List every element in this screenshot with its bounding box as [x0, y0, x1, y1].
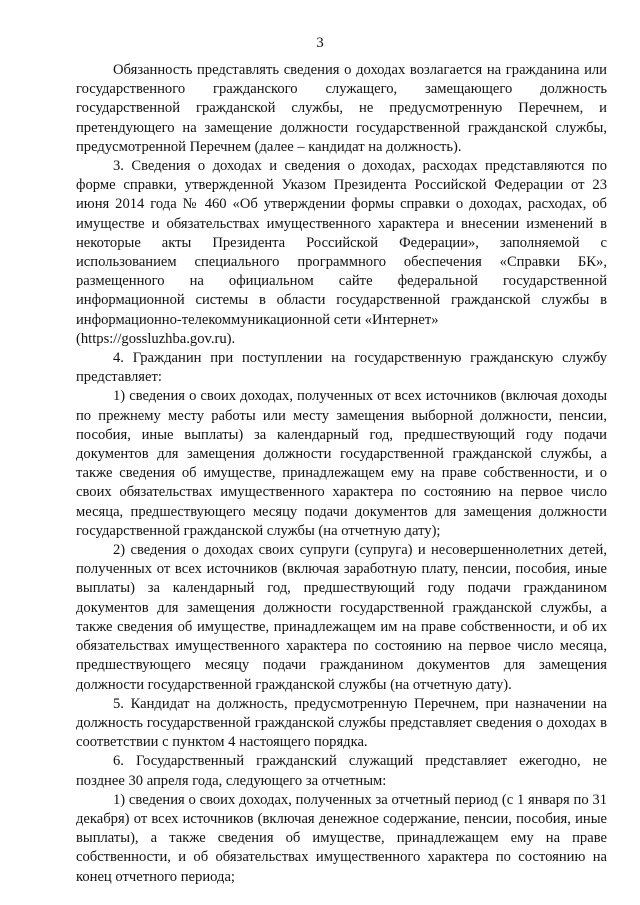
page-number: 3 — [316, 35, 324, 51]
paragraph-5-candidate: 5. Кандидат на должность, предусмотренную Перечнем, при назначении на должность государственной гражданской службы представляет сведения о доходах в соответствии с пунктом 4 настоящего порядка. — [76, 695, 607, 751]
paragraph-3-form: 3. Сведения о доходах и сведения о доходах, расходах представляются по форме справки, утвержденной Указом Президента Российской Федерации от 23 июня 2014 года № 460 «Об утверждении формы справки о доходах, расходах, об имуществе и обязательствах имущественного характера и внесении изменений в некоторые акты Президента Российской Федерации», заполняемой с использованием специального программного обеспечения «Справки БК», размещенного на официальном сайте федеральной государственной информационной системы в области государственной гражданской службы в информационно-телекоммуникационной сети «Интернет» — [76, 158, 607, 328]
paragraph-obligation: Обязанность представлять сведения о доходах возлагается на гражданина или государственного гражданского служащего, замещающего должность государственной гражданской службы, не предусмотренную Перечнем, и претендующего на замещение должности государственной гражданской службы, предусмотренной Перечнем (далее – кандидат на должность). — [76, 62, 607, 155]
paragraph-6-employee: 6. Государственный гражданский служащий представляет ежегодно, не позднее 30 апреля года, следующего за отчетным: — [76, 753, 607, 789]
document-body — [76, 61, 607, 887]
paragraph-4-item-2: 2) сведения о доходах своих супруги (супруга) и несовершеннолетних детей, полученных от всех источников (включая заработную плату, пенсии, пособия, иные выплаты) за календарный год, предшествующий году подачи гражданином документов для замещения должности государственной гражданской службы, а также сведения об имуществе, принадлежащем им на праве собственности, и об их обязательствах имущественного характера по состоянию на первое число месяца, предшествующего месяцу подачи гражданином документов для замещения должности государственной гражданской службы (на отчетную дату). — [76, 542, 607, 693]
paragraph-3-url: (https://gossluzhba.gov.ru). — [76, 330, 236, 347]
paragraph-4-citizen: 4. Гражданин при поступлении на государственную гражданскую службу представляет: — [76, 350, 607, 386]
paragraph-4-item-1: 1) сведения о своих доходах, полученных от всех источников (включая доходы по прежнему месту работы или месту замещения выборной должности, пенсии, пособия, иные выплаты) за календарный год, предшествующий году подачи документов для замещения должности государственной гражданской службы, а также сведения об имуществе, принадлежащем ему на праве собственности, и о своих обязательствах имущественного характера по состоянию на первое число месяца, предшествующего месяцу подачи документов для замещения должности государственной гражданской службы (на отчетную дату); — [76, 388, 607, 539]
paragraph-6-item-1: 1) сведения о своих доходах, полученных за отчетный период (с 1 января по 31 декабря) от всех источников (включая денежное содержание, пенсии, пособия, иные выплаты), а также сведения об имуществе, принадлежащем ему на праве собственности, и об обязательствах имущественного характера по состоянию на конец отчетного периода; — [76, 791, 607, 885]
